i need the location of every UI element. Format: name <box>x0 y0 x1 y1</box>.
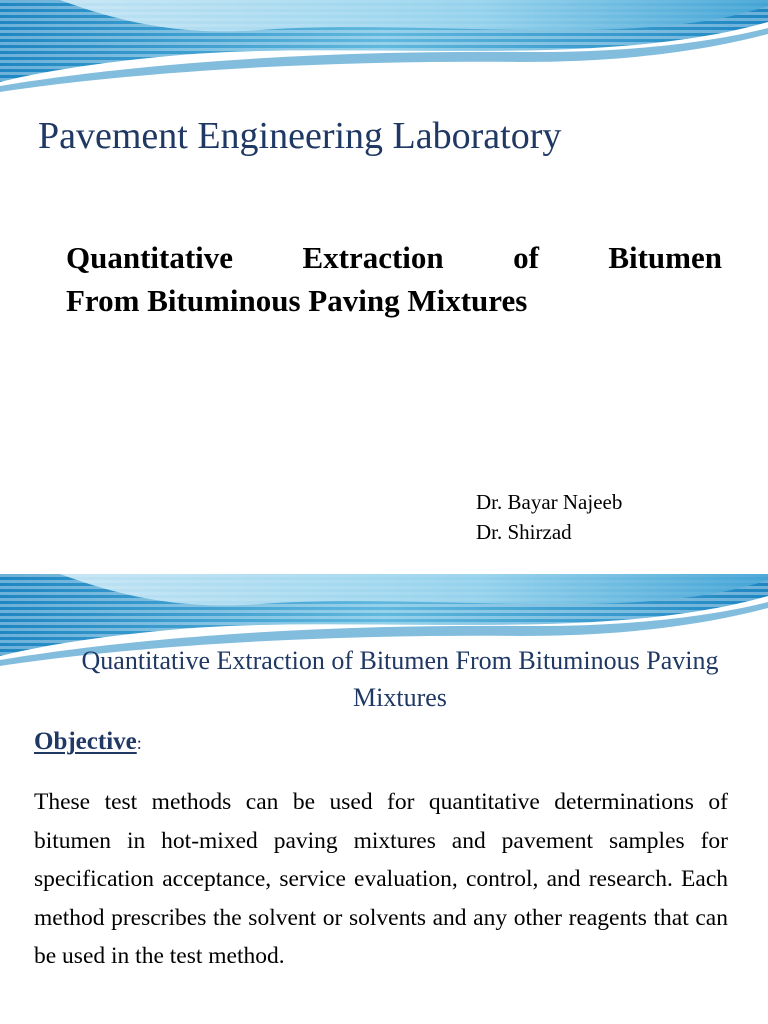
presentation-subtitle <box>66 236 722 322</box>
objective-heading: Objective <box>34 728 137 755</box>
presentation-title: Pavement Engineering Laboratory <box>38 115 562 157</box>
objective-slide <box>0 574 768 1024</box>
author-name: Dr. Shirzad <box>476 520 572 544</box>
author-list <box>476 487 622 547</box>
slide-title: Quantitative Extraction of Bitumen From Bituminous Paving Mixtures <box>81 646 719 712</box>
objective-label <box>34 728 142 756</box>
subtitle-line-2: From Bituminous Paving Mixtures <box>66 283 528 318</box>
wave-banner-decoration <box>0 0 768 100</box>
objective-body-text: These test methods can be used for quantitative determinations of bitumen in hot-mixed paving mixtures and pavement samples for specification acceptance, service evaluation, control, and research. Each method prescribes the solvent or solvents and any other reagents that can be used in the test method. <box>34 789 728 969</box>
objective-colon: : <box>136 733 142 753</box>
author-name: Dr. Bayar Najeeb <box>476 490 623 514</box>
subtitle-line-1: Quantitative Extraction of Bitumen <box>66 240 722 275</box>
